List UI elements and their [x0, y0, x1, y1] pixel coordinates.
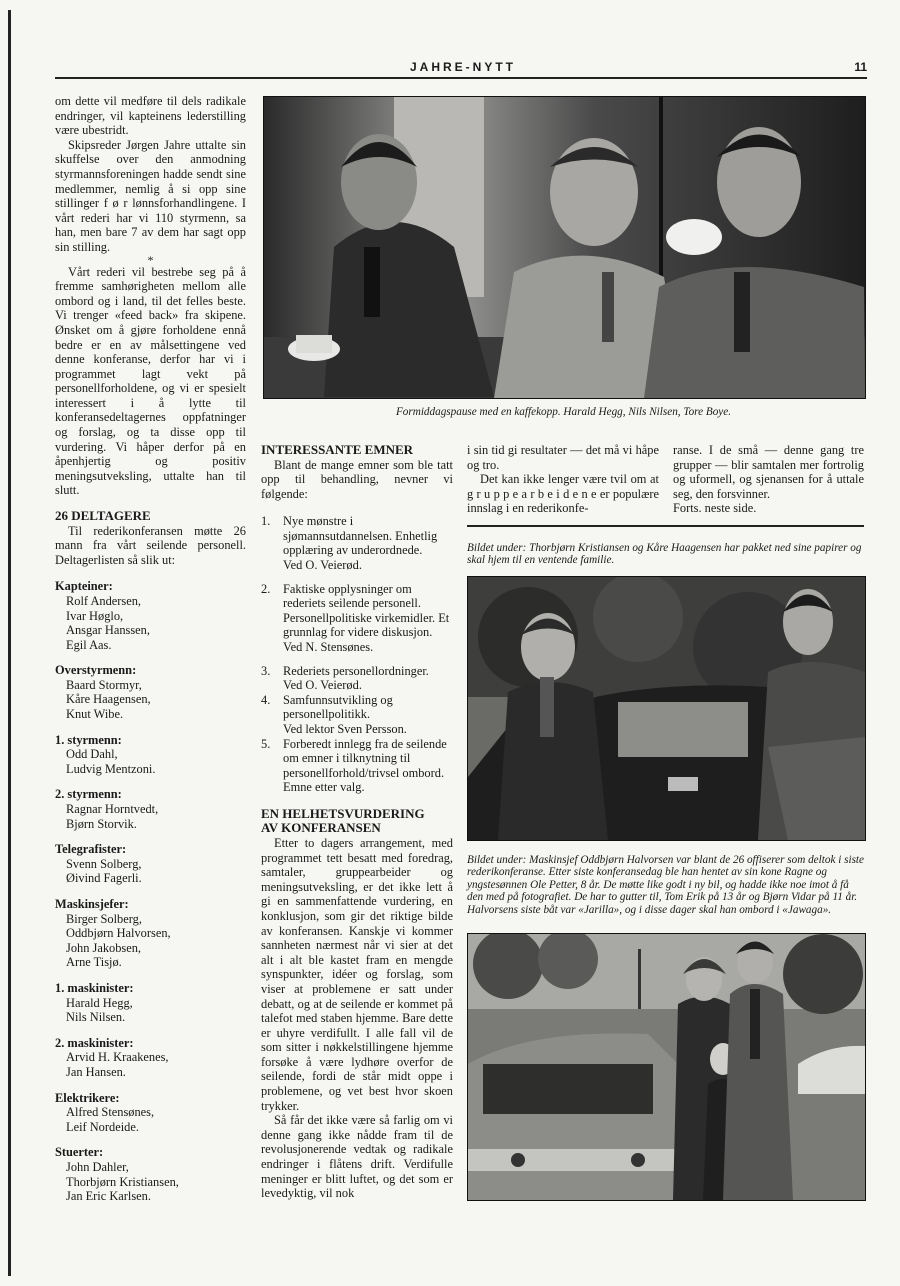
crew-group [55, 1036, 246, 1080]
paragraph: Vårt rederi vil bestrebe seg på å fremme samhørigheten mellom alle ombord og i land, til det felles beste. Vi trenger «feed back» fra skipene. Ønsket om å gjøre forholdene ennå bedre er en av målsettingene ved denne konferanse, derfor har vi i programmet lagt vekt på personellforholdene, og vi er spesielt interessert i å lytte til konferansedeltagernes oppfatninger og forslag, og ta disse opp til vurdering. Vi håper derfor på en åpenhjertig og positiv meningsutveksling, uttalte han til slutt. [55, 264, 246, 498]
crew-group [55, 1091, 246, 1135]
crew-name: Rolf Andersen, [66, 593, 142, 608]
crew-name: Kåre Haagensen, [66, 692, 151, 707]
crew-name: Ragnar Horntvedt, [66, 802, 159, 817]
separator-star: * [147, 252, 154, 267]
continued-note: Forts. neste side. [673, 501, 757, 516]
photo-going-home [467, 576, 866, 841]
list-number: 4. [261, 692, 271, 707]
crew-rank: Maskinsjefer: [55, 897, 129, 911]
crew-name: Arne Tisjø. [66, 955, 122, 970]
list-text: Faktiske opplysninger om rederiets seilende personell. Personellpolitiske virkemidler. Et grunnlag for videre diskusjon. [283, 581, 450, 640]
crew-name: Egil Aas. [66, 637, 112, 652]
paragraph: i sin tid gi resultater — det må vi håpe og tro. [467, 443, 659, 472]
list-item [261, 693, 453, 737]
crew-rank: 2. maskinister: [55, 1035, 134, 1050]
crew-name: John Dahler, [66, 1159, 129, 1174]
paragraph: Blant de mange emner som ble tatt opp til behandling, nevner vi følgende: [261, 457, 453, 501]
list-item [261, 514, 453, 572]
crew-name: Jan Eric Karlsen. [66, 1189, 151, 1204]
photo-halvorsen-family [467, 933, 866, 1201]
heading-line: AV KONFERANSEN [261, 820, 381, 836]
crew-name: Baard Stormyr, [66, 677, 142, 692]
column-3 [467, 443, 659, 516]
crew-name: Odd Dahl, [66, 747, 118, 762]
list-number: 3. [261, 663, 271, 678]
crew-name: Ivar Høglo, [66, 608, 124, 623]
photo-image [468, 577, 865, 840]
section-heading-deltagere: 26 DELTAGERE [55, 508, 151, 524]
crew-name: Ansgar Hanssen, [66, 623, 150, 638]
crew-group [55, 663, 246, 721]
list-speaker: Ved N. Stensønes. [283, 640, 374, 655]
photo-coffee-break [263, 96, 866, 399]
crew-rank: 1. styrmenn: [55, 732, 122, 747]
column-2 [261, 443, 453, 1201]
crew-name: Harald Hegg, [66, 995, 133, 1010]
crew-rank: Stuerter: [55, 1145, 104, 1160]
crew-name: Oddbjørn Halvorsen, [66, 926, 171, 941]
crew-group [55, 733, 246, 777]
list-speaker: Ved O. Veierød. [283, 678, 362, 693]
crew-group [55, 579, 246, 652]
crew-list [55, 579, 246, 1203]
list-number: 1. [261, 514, 271, 529]
list-number: 5. [261, 736, 271, 751]
page-header [55, 58, 867, 80]
section-heading-helhetsvurdering [261, 807, 453, 836]
list-text: Samfunnsutvikling og personellpolitikk. [283, 692, 393, 722]
crew-name: Arvid H. Kraakenes, [66, 1050, 169, 1065]
binding-edge [8, 10, 11, 1276]
list-number: 2. [261, 581, 271, 596]
crew-name: Svenn Solberg, [66, 856, 142, 871]
paragraph: Til rederikonferansen møtte 26 mann fra vårt seilende personell. Deltagerlisten så slik ut: [55, 523, 246, 567]
header-rule [55, 77, 867, 79]
list-speaker: Ved O. Veierød. [283, 558, 362, 573]
caption-going-home: Bildet under: Thorbjørn Kristiansen og Kåre Haagensen har pakket ned sine papirer og skal hjem til en ventende familie. [467, 542, 862, 567]
column-4 [673, 443, 864, 516]
list-text: Rederiets personellordninger. [283, 663, 429, 678]
crew-name: Birger Solberg, [66, 911, 142, 926]
photo-image [264, 97, 865, 398]
crew-group [55, 787, 246, 831]
list-item [261, 664, 453, 693]
crew-group [55, 842, 246, 886]
crew-rank: Elektrikere: [55, 1090, 120, 1105]
crew-name: Thorbjørn Kristiansen, [66, 1174, 179, 1189]
page-number: 11 [854, 60, 867, 74]
crew-group [55, 1145, 246, 1203]
crew-group [55, 981, 246, 1025]
paragraph: Det kan ikke lenger være tvil om at g r u p p e a r b e i d e n e er populære innslag i en rederikonfe- [467, 472, 659, 516]
crew-name: Leif Nordeide. [66, 1119, 139, 1134]
paragraph: ranse. I de små — denne gang tre grupper — blir samtalen mer fortrolig og uformell, og sjenansen for å uttale seg, den forsvinner. [673, 443, 864, 501]
crew-name: Alfred Stensønes, [66, 1105, 155, 1120]
caption-coffee-break: Formiddagspause med en kaffekopp. Harald Hegg, Nils Nilsen, Tore Boye. [395, 406, 732, 418]
crew-rank: Kapteiner: [55, 579, 113, 594]
crew-name: Ludvig Mentzoni. [66, 761, 156, 776]
crew-rank: Overstyrmenn: [55, 663, 137, 678]
heading-line: EN HELHETSVURDERING [261, 805, 425, 821]
caption-halvorsen-family: Bildet under: Maskinsjef Oddbjørn Halvorsen var blant de 26 offiserer som deltok i siste rederikonferanse. Etter siste konferansedag ble han hentet av sin kone Ragne og yngstesønnen Ole Petter, 8 år. De møtte like godt i ny bil, og hadde ikke noe imot å få den med på fotografiet. De har to gutter til, Tom Erik på 13 år og Bjørn Vidar på 11 år. Halvorsens siste båt var «Jarilla», og i disse dager skal han ombord i «Jawaga». [467, 854, 865, 916]
crew-rank: 1. maskinister: [55, 980, 134, 995]
topic-list [261, 514, 453, 795]
crew-group [55, 897, 246, 970]
column-1 [55, 94, 246, 1215]
list-item [261, 582, 453, 655]
crew-name: Knut Wibe. [66, 707, 124, 722]
crew-rank: Telegrafister: [55, 842, 127, 857]
crew-rank: 2. styrmenn: [55, 787, 122, 802]
crew-name: Jan Hansen. [66, 1064, 126, 1079]
list-text: Nye mønstre i sjømannsutdannelsen. Enhetlig opplæring av underordnede. [283, 514, 438, 558]
crew-name: John Jakobsen, [66, 940, 142, 955]
list-item [261, 737, 453, 795]
photo-image [468, 934, 865, 1200]
paragraph: om dette vil medføre til dels radikale endringer, vil kapteinens lederstilling være ubestridt. [55, 94, 246, 138]
paragraph: Så får det ikke være så farlig om vi denne gang ikke nådde fram til de revolusjonerende vedtak og radikale endringer i flåtens drift. Verdifulle meninger er blitt luftet, og det som er levedyktig, vil nok [261, 1113, 453, 1201]
list-text: Forberedt innlegg fra de seilende om emner i tilknytning til personellforhold/trivsel ombord. Emne etter valg. [283, 736, 447, 795]
section-rule [467, 525, 864, 527]
crew-name: Bjørn Storvik. [66, 816, 137, 831]
section-heading-emner: INTERESSANTE EMNER [261, 442, 414, 457]
paragraph: Skipsreder Jørgen Jahre uttalte sin skuffelse over den anmodning styrmannsforeningen hadde sendt sine medlemmer, nemlig å si opp sine stillinger f ø r lønnsforhandlingene. I vårt rederi har vi 110 styrmenn, sa han, men bare 7 av dem har sagt opp sin stilling. [55, 137, 246, 254]
paragraph: Etter to dagers arrangement, med programmet tett besatt med foredrag, samtaler, gruppearbeider og meningsutveksling, er det ikke lett å gi en sammenfattende vurdering, en konklusjon, som gir det riktige bilde av konferansen. Kanskje vi kommer sannheten nærmest når vi sier at det alt i alt ble kastet fram en mengde synspunkter, idéer og forslag, som viser at problemene er satt under debatt, og at de seilende er kommet på talefot med staben hjemme. Bare dette er uhyre verdifullt. I alle fall vil de som sitter i nøkkelstillingene hjemme forsøke å være lydhøre overfor de seilende, fordi de står midt oppe i problemene, og vet best hvor skoen trykker. [261, 835, 453, 1113]
crew-name: Nils Nilsen. [66, 1010, 126, 1025]
list-speaker: Ved lektor Sven Persson. [283, 722, 407, 736]
publication-title: JAHRE-NYTT [410, 60, 517, 74]
crew-name: Øivind Fagerli. [66, 871, 142, 886]
